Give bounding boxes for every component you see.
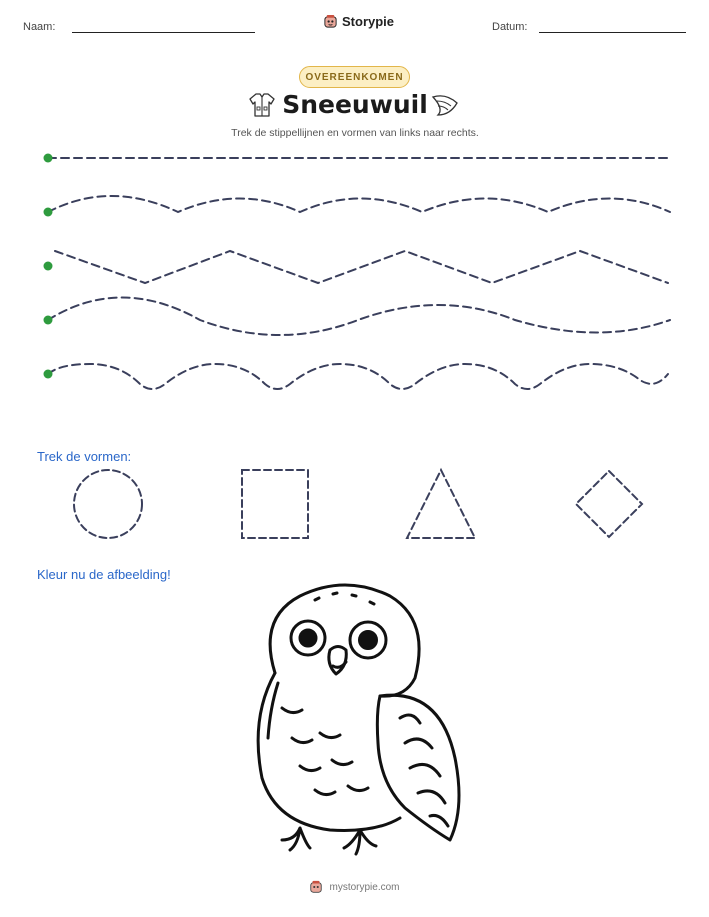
tracing-lines: [0, 140, 709, 410]
wing-icon: [430, 91, 460, 119]
brand-name: Storypie: [342, 14, 395, 29]
brand-logo: [323, 14, 394, 29]
snowy-owl-illustration: [240, 578, 465, 863]
instruction-text: Trek de stippellijnen en vormen van links naar rechts.: [231, 127, 479, 139]
start-dot: [44, 316, 53, 325]
shape-square: [242, 470, 308, 538]
tracing-line-wave-2: [48, 298, 670, 336]
tracing-line-wave-1: [48, 196, 670, 212]
shape-triangle: [407, 470, 475, 538]
footer-url[interactable]: mystorypie.com: [329, 881, 400, 893]
storypie-mascot-icon: [309, 880, 323, 894]
start-dot: [44, 208, 53, 217]
name-line[interactable]: [72, 32, 255, 33]
date-label: Datum:: [492, 21, 528, 33]
start-dot: [44, 154, 53, 163]
tracing-line-bumps: [48, 364, 668, 389]
footer: [0, 880, 709, 894]
shapes-section-label: Trek de vormen:: [37, 449, 132, 464]
page-title: Sneeuwuil: [282, 90, 428, 119]
name-label: Naam:: [23, 21, 56, 33]
date-line[interactable]: [539, 32, 686, 33]
start-dot: [44, 370, 53, 379]
coloring-section-label: Kleur nu de afbeelding!: [37, 567, 171, 582]
storypie-mascot-icon: [323, 14, 338, 29]
shape-circle: [74, 470, 142, 538]
shape-tracing-area: [0, 460, 709, 550]
start-dot: [44, 262, 53, 271]
tracing-line-zigzag: [55, 251, 668, 283]
shape-diamond: [576, 471, 642, 537]
category-badge: OVEREENKOMEN: [299, 66, 410, 88]
